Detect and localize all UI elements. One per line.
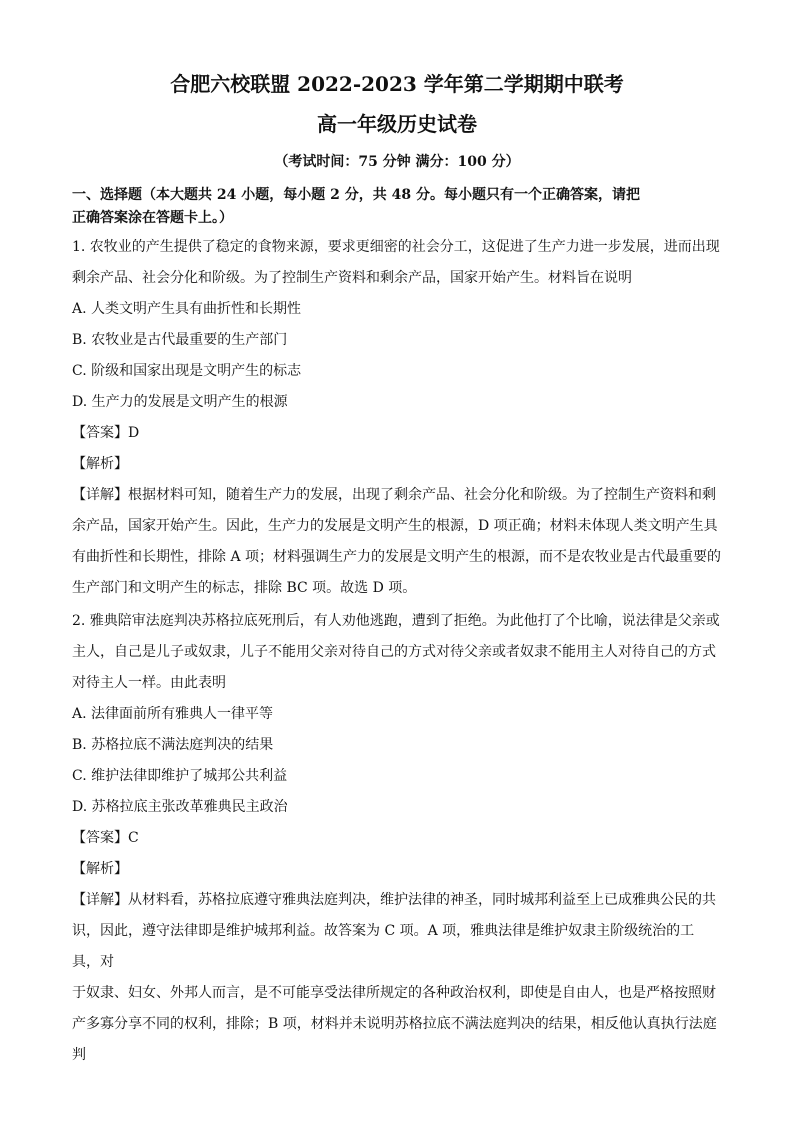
detail-line: 有曲折性和长期性，排除 A 项；材料强调生产力的发展是文明产生的根源，而不是农牧业是古代最重要的 [72, 549, 722, 565]
section-heading [72, 184, 722, 230]
section-heading-line-2: 正确答案涂在答题卡上。） [72, 210, 233, 226]
detail-text: 从材料看，苏格拉底遵守雅典法庭判决，维护法律的神圣，同时城邦利益至上已成雅典公民的共 [128, 892, 716, 908]
detail-text: 根据材料可知，随着生产力的发展，出现了剩余产品、社会分化和阶级。为了控制生产资料和剩 [128, 487, 716, 503]
answer-row [72, 823, 722, 854]
answer-label: 【答案】 [72, 830, 128, 846]
question-stem-line: 2. 雅典陪审法庭判决苏格拉底死刑后，有人劝他逃跑，遭到了拒绝。为此他打了个比喻，说法律是父亲或 [72, 613, 720, 629]
answer-value: D [128, 425, 140, 441]
detail-line: 识，因此，遵守法律即是维护城邦利益。故答案为 C 项。A 项，雅典法律是维护奴隶主阶级统治的工具，对 [72, 923, 695, 970]
detail-line: 产多寡分享不同的权利，排除；B 项，材料并未说明苏格拉底不满法庭判决的结果，相反他认真执行法庭判 [72, 1016, 717, 1063]
question-stem-line: 主人，自己是儿子或奴隶，儿子不能用父亲对待自己的方式对待父亲或者奴隶不能用主人对待自己的方式 [72, 644, 716, 660]
option-b: B. 苏格拉底不满法庭判决的结果 [72, 737, 274, 753]
analysis-label: 【解析】 [72, 456, 128, 472]
answer-label: 【答案】 [72, 425, 128, 441]
option-a: A. 人类文明产生具有曲折性和长期性 [72, 301, 302, 317]
detail-line [72, 480, 722, 511]
detail-line [72, 885, 722, 916]
analysis-label: 【解析】 [72, 861, 128, 877]
detail-line: 于奴隶、妇女、外邦人而言，是不可能享受法律所规定的各种政治权利，即使是自由人，也是严格按照财 [72, 985, 716, 1001]
question-stem-line: 1. 农牧业的产生提供了稳定的食物来源，要求更细密的社会分工，这促进了生产力进一步发展，进而出现 [72, 239, 720, 255]
section-heading-line-1: 一、选择题（本大题共 24 小题，每小题 2 分，共 48 分。每小题只有一个正确答案，请把 [72, 187, 640, 203]
answer-value: C [128, 830, 139, 846]
exam-time-score: （考试时间：75 分钟 满分：100 分） [274, 154, 520, 170]
answer-row [72, 418, 722, 449]
detail-label: 【详解】 [72, 892, 128, 908]
detail-line: 余产品，国家开始产生。因此，生产力的发展是文明产生的根源，D 项正确；材料未体现人类文明产生具 [72, 518, 718, 534]
option-d: D. 生产力的发展是文明产生的根源 [72, 394, 288, 410]
question-2 [72, 606, 722, 1071]
question-stem-line: 对待主人一样。由此表明 [72, 675, 226, 691]
exam-subtitle: 高一年级历史试卷 [317, 112, 477, 136]
option-c: C. 维护法律即维护了城邦公共利益 [72, 768, 288, 784]
detail-line: 生产部门和文明产生的标志，排除 BC 项。故选 D 项。 [72, 580, 417, 596]
option-c: C. 阶级和国家出现是文明产生的标志 [72, 363, 302, 379]
option-a: A. 法律面前所有雅典人一律平等 [72, 706, 274, 722]
detail-label: 【详解】 [72, 487, 128, 503]
exam-title: 合肥六校联盟 2022-2023 学年第二学期期中联考 [170, 72, 624, 96]
question-1 [72, 232, 722, 604]
option-d: D. 苏格拉底主张改革雅典民主政治 [72, 799, 288, 815]
option-b: B. 农牧业是古代最重要的生产部门 [72, 332, 288, 348]
question-stem-line: 剩余产品、社会分化和阶级。为了控制生产资料和剩余产品，国家开始产生。材料旨在说明 [72, 270, 632, 286]
